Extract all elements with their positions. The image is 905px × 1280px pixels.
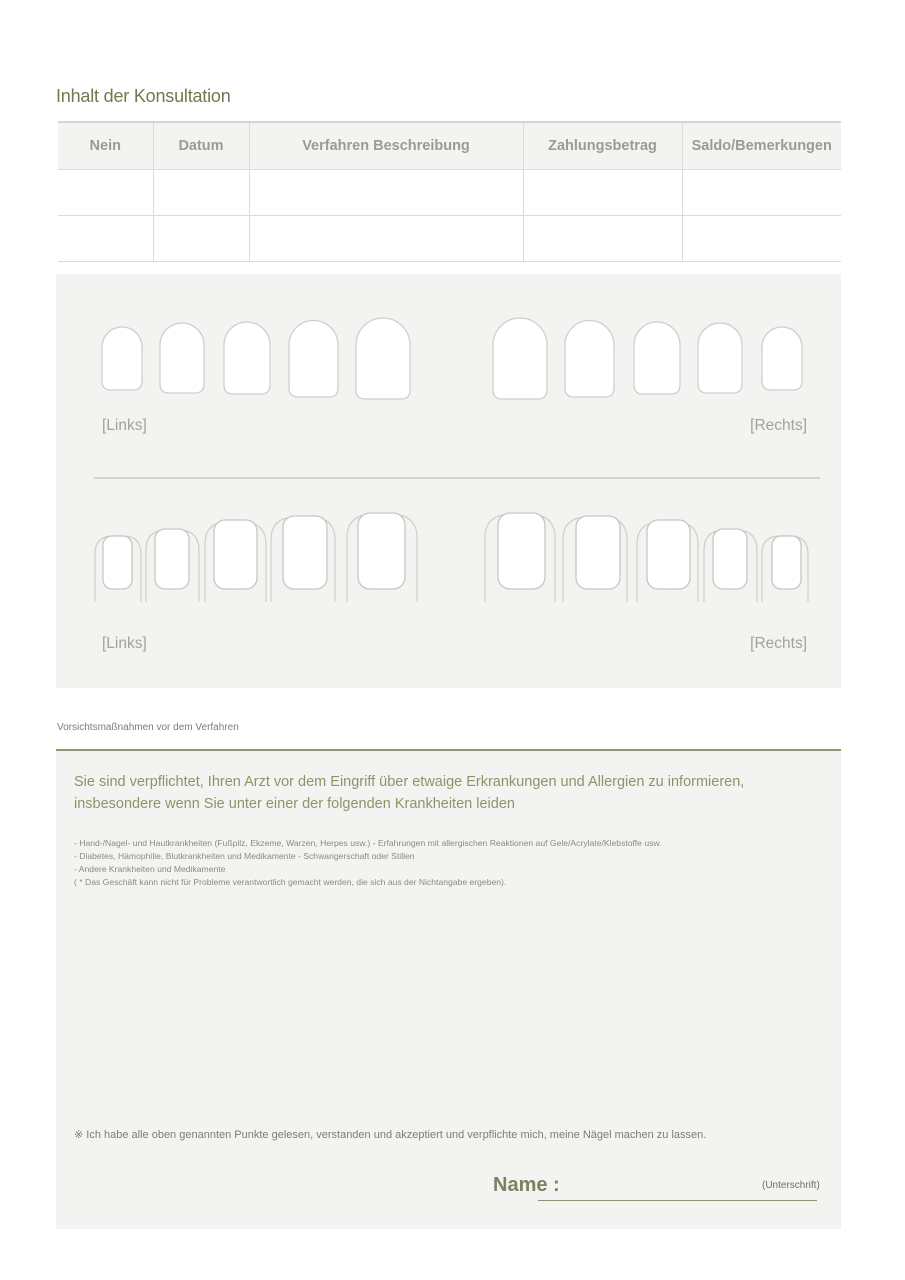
table-row	[58, 216, 841, 262]
consultation-title: Inhalt der Konsultation	[56, 86, 231, 106]
nail-lower-left-1[interactable]	[358, 513, 405, 589]
column-header-datum: Datum	[153, 122, 249, 170]
table-cell[interactable]	[682, 170, 841, 216]
precautions-title: Vorsichtsmaßnahmen vor dem Verfahren	[57, 722, 239, 733]
nail-lower-right-3[interactable]	[647, 520, 690, 589]
confirmation-statement: ※ Ich habe alle oben genannten Punkte gelesen, verstanden und akzeptiert und verpflichte mich, meine Nägel machen zu lassen.	[74, 1129, 707, 1141]
list-item: - Diabetes, Hämophilie, Blutkrankheiten und Medikamente - Schwangerschaft oder Stillen	[74, 851, 415, 861]
intro-line: Sie sind verpflichtet, Ihren Arzt vor dem Eingriff über etwaige Erkrankungen und Allergien zu informieren,	[74, 774, 745, 790]
table-cell[interactable]	[58, 170, 153, 216]
column-header-verfahren: Verfahren Beschreibung	[249, 122, 523, 170]
nail-upper-left-2[interactable]	[289, 321, 338, 398]
name-label: Name :	[493, 1174, 560, 1196]
upper-right-label: [Rechts]	[750, 417, 807, 434]
upper-left-label: [Links]	[102, 417, 147, 434]
signature-line[interactable]	[538, 1200, 817, 1201]
table-cell[interactable]	[153, 170, 249, 216]
nail-lower-left-5[interactable]	[103, 536, 132, 589]
nail-lower-right-5[interactable]	[772, 536, 801, 589]
precautions-intro	[74, 771, 794, 815]
nail-lower-left-4[interactable]	[155, 529, 189, 589]
precautions-list	[74, 837, 814, 889]
nail-upper-left-1[interactable]	[356, 318, 410, 399]
nail-chart-panel	[56, 274, 841, 688]
nail-lower-right-1[interactable]	[498, 513, 545, 589]
consultation-table	[58, 121, 841, 262]
nail-upper-right-3[interactable]	[634, 322, 680, 394]
list-item: - Andere Krankheiten und Medikamente	[74, 864, 226, 874]
nail-upper-left-5[interactable]	[102, 327, 142, 390]
table-cell[interactable]	[682, 216, 841, 262]
nail-upper-right-2[interactable]	[565, 321, 614, 398]
list-item: - Hand-/Nagel- und Hautkrankheiten (Fußpilz, Ekzeme, Warzen, Herpes usw.) - Erfahrungen mit allergischen Reaktionen auf Gele/Acrylate/Klebstoffe usw.	[74, 838, 662, 848]
table-cell[interactable]	[58, 216, 153, 262]
column-header-nein: Nein	[58, 122, 153, 170]
nail-lower-right-2[interactable]	[576, 516, 620, 589]
table-row	[58, 170, 841, 216]
lower-right-label: [Rechts]	[750, 635, 807, 652]
nail-lower-right-4[interactable]	[713, 529, 747, 589]
nail-lower-left-2[interactable]	[283, 516, 327, 589]
nail-upper-right-1[interactable]	[493, 318, 547, 399]
table-cell[interactable]	[249, 216, 523, 262]
column-header-saldo: Saldo/Bemerkungen	[682, 122, 841, 170]
nail-upper-left-4[interactable]	[160, 323, 204, 393]
table-cell[interactable]	[249, 170, 523, 216]
finger-outlines	[95, 514, 808, 602]
nail-chart-drawing	[56, 274, 841, 688]
nail-upper-right-4[interactable]	[698, 323, 742, 393]
nail-lower-left-3[interactable]	[214, 520, 257, 589]
table-header-row	[58, 122, 841, 170]
lower-nails	[103, 513, 801, 589]
lower-left-label: [Links]	[102, 635, 147, 652]
column-header-zahlungsbetrag: Zahlungsbetrag	[523, 122, 682, 170]
precautions-box	[56, 749, 841, 1229]
list-item: ( * Das Geschäft kann nicht für Probleme verantwortlich gemacht werden, die sich aus der Nichtangabe ergeben).	[74, 877, 507, 887]
intro-line: insbesondere wenn Sie unter einer der folgenden Krankheiten leiden	[74, 796, 515, 812]
table-cell[interactable]	[523, 170, 682, 216]
signature-hint: (Unterschrift)	[762, 1180, 820, 1191]
nail-upper-right-5[interactable]	[762, 327, 802, 390]
table-cell[interactable]	[523, 216, 682, 262]
table-cell[interactable]	[153, 216, 249, 262]
upper-nails	[102, 318, 802, 399]
nail-upper-left-3[interactable]	[224, 322, 270, 394]
